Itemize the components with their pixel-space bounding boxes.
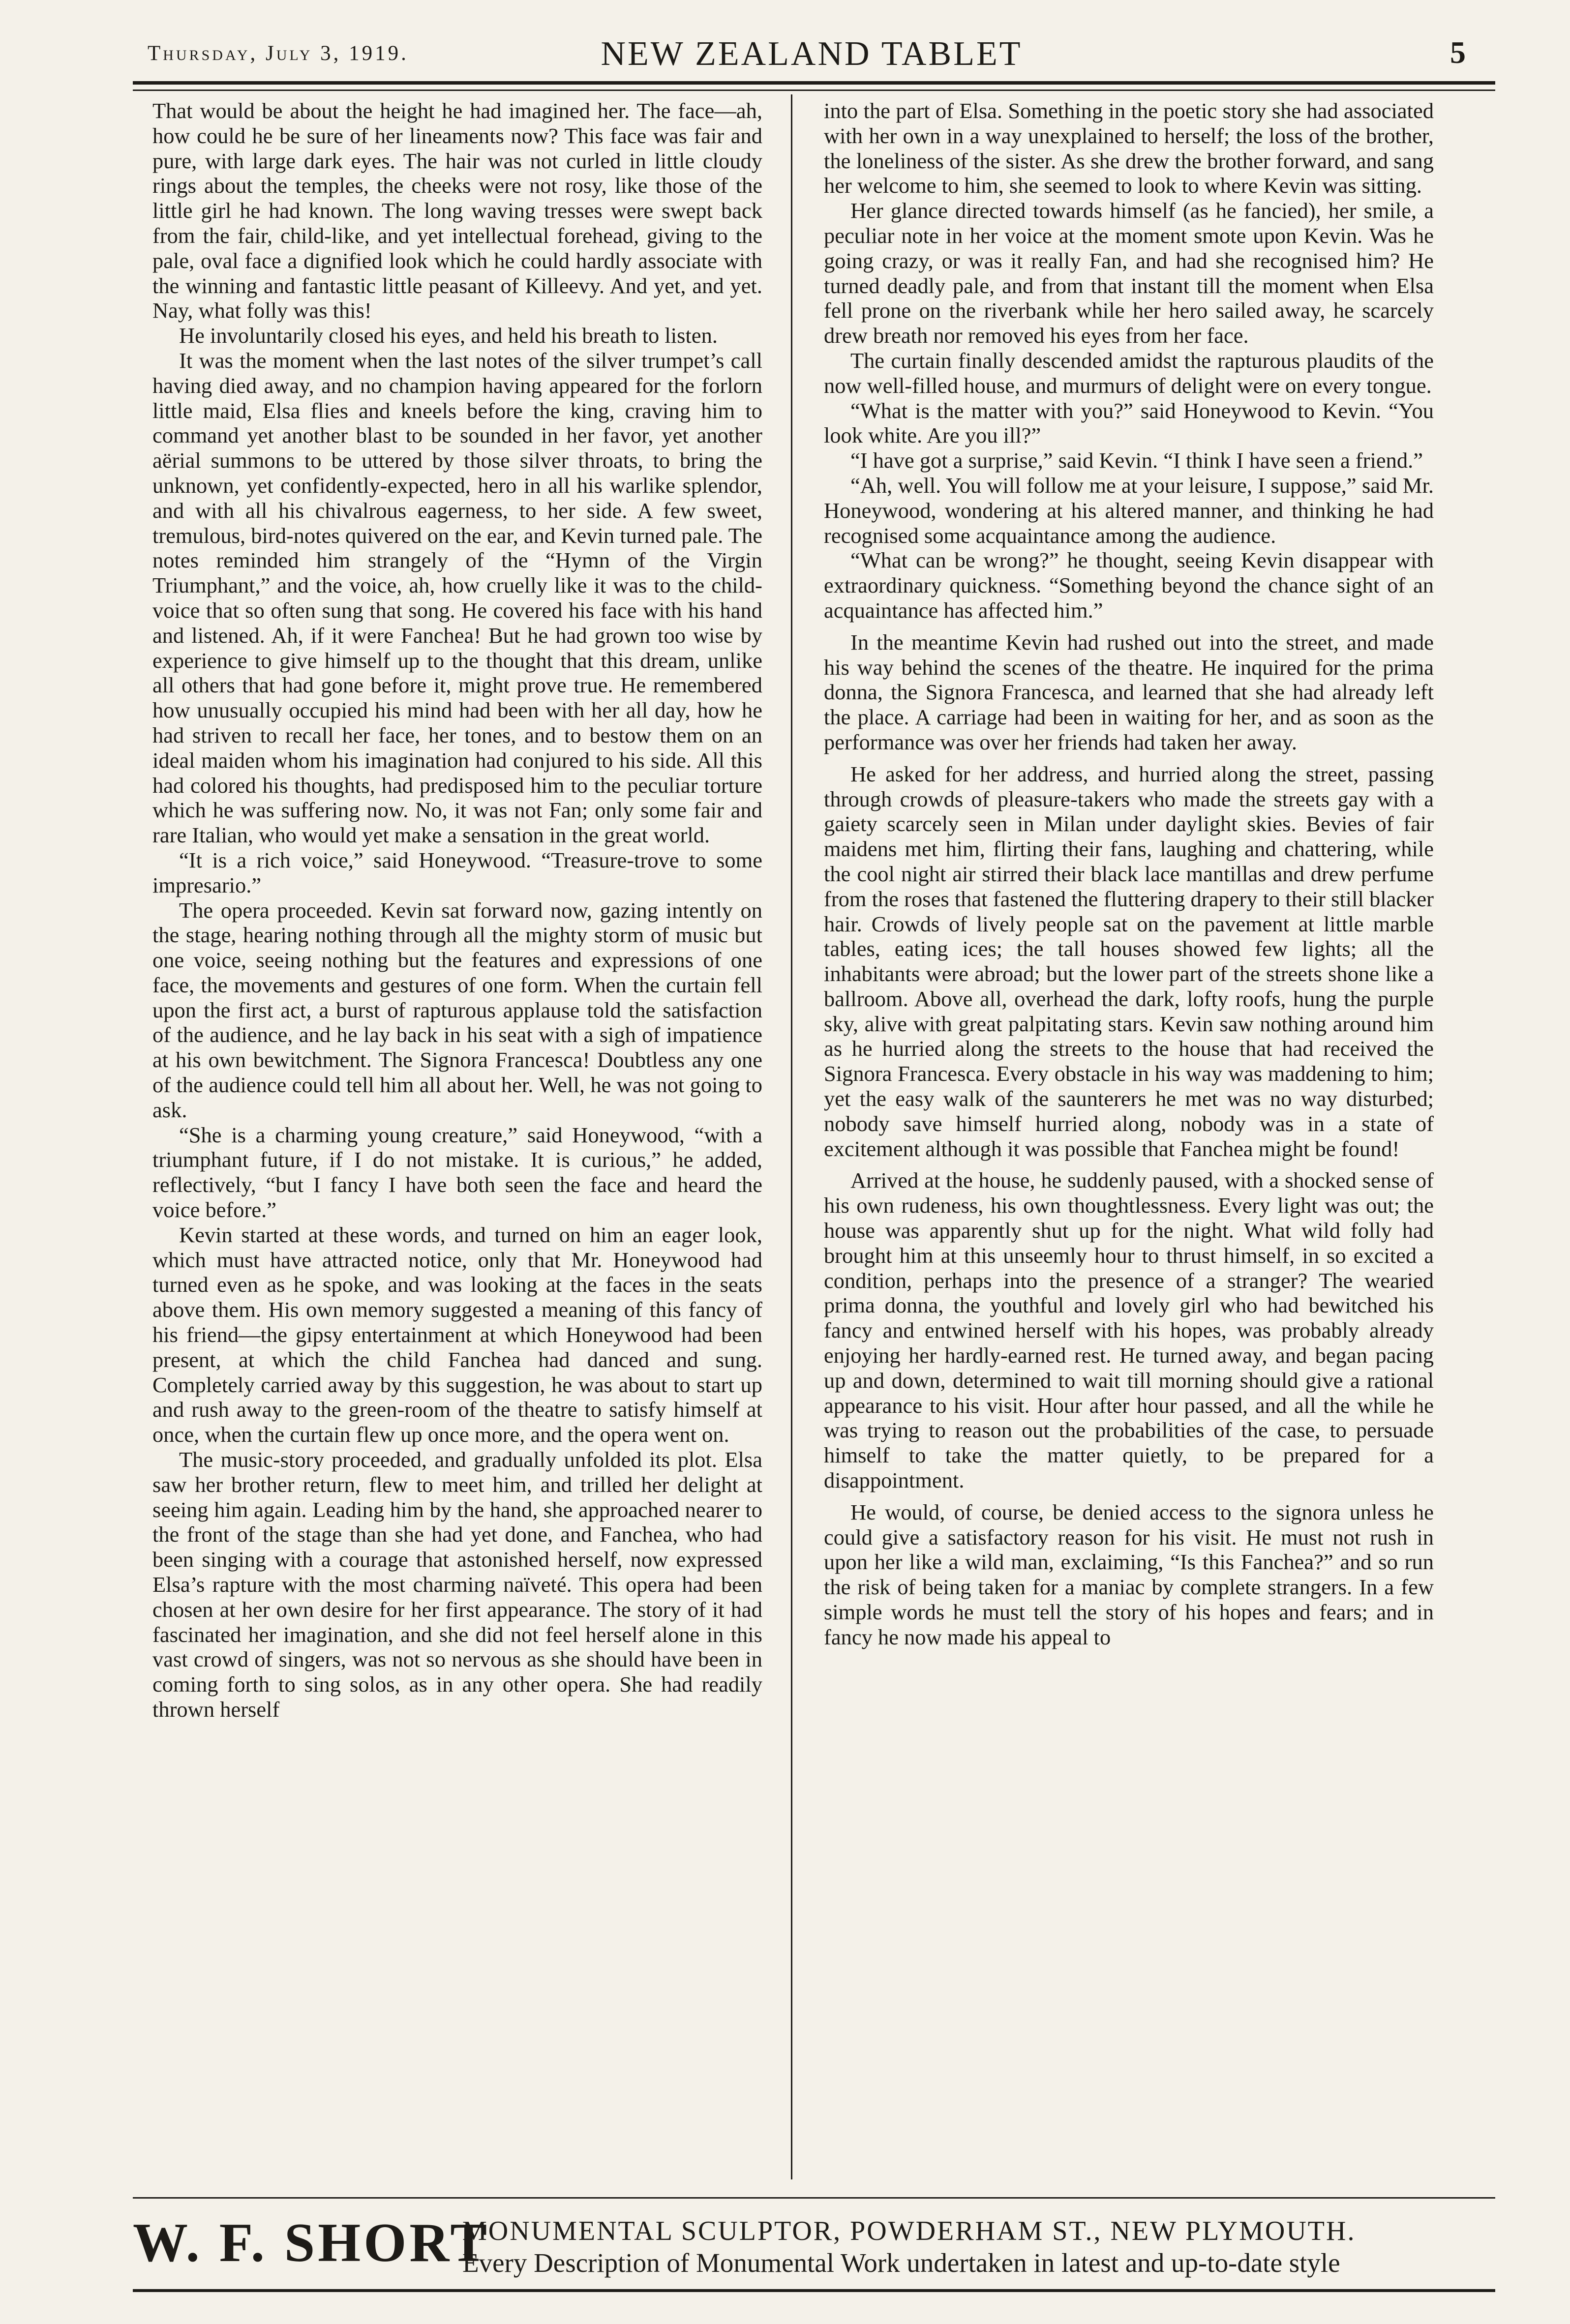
- advert-line-1: MONUMENTAL SCULPTOR, POWDERHAM ST., NEW PLYMOUTH.: [462, 2216, 1356, 2246]
- paragraph: That would be about the height he had imagined her. The face—ah, how could he be sure of her lineaments now? This face was fair and pure, with large dark eyes. The hair was not curled in little cloudy rings about the temples, the cheeks were not rosy, like those of the little girl he had known. The long waving tresses were swept back from the fair, child-like, and yet intellectual forehead, giving to the pale, oval face a dignified look which he could hardly associate with the winning and fantastic little peasant of Killeevy. And yet, and yet. Nay, what folly was this!: [152, 98, 762, 323]
- left-column: [152, 98, 762, 2171]
- paragraph: “What can be wrong?” he thought, seeing Kevin disappear with extraordinary quickness. “Something beyond the chance sight of an acquaintance has affected him.”: [824, 548, 1434, 623]
- paragraph: He involuntarily closed his eyes, and held his breath to listen.: [179, 323, 718, 348]
- paragraph: into the part of Elsa. Something in the poetic story she had associated with her own in a way unexplained to herself; the loss of the brother, the loneliness of the sister. As she drew the brother forward, and sang her welcome to him, she seemed to look to where Kevin was sitting.: [824, 98, 1434, 198]
- advertiser-name: W. F. SHORT: [133, 2212, 490, 2273]
- paragraph: Kevin started at these words, and turned on him an eager look, which must have attracted notice, only that Mr. Honeywood had turned even as he spoke, and was looking at the faces in the seats above them. His own memory suggested a meaning of this fancy of his friend—the gipsy entertainment at which Honeywood had been present, at which the child Fanchea had danced and sung. Completely carried away by this suggestion, he was about to start up and rush away to the green-room of the theatre to satisfy himself at once, when the curtain flew up once more, and the opera went on.: [152, 1222, 762, 1447]
- right-column: [824, 98, 1434, 2171]
- header-rule-thick: [133, 81, 1495, 85]
- paragraph: “It is a rich voice,” said Honeywood. “Treasure-trove to some impresario.”: [152, 847, 762, 897]
- paragraph: He would, of course, be denied access to the signora unless he could give a satisfactory reason for his visit. He must not rush in upon her like a wild man, exclaiming, “Is this Fanchea?” and so run the risk of being taken for a maniac by complete strangers. In a few simple words he must tell the story of his hopes and fears; and in fancy he now made his appeal to: [824, 1499, 1434, 1649]
- page-header: [148, 34, 1476, 74]
- paragraph: In the meantime Kevin had rushed out into the street, and made his way behind the scenes of the theatre. He inquired for the prima donna, the Signora Francesca, and learned that she had already left the place. A carriage had been in waiting for her, and as soon as the performance was over her friends had taken her away.: [824, 629, 1434, 754]
- paragraph: “I have got a surprise,” said Kevin. “I think I have seen a friend.”: [850, 448, 1423, 473]
- paragraph: “What is the matter with you?” said Honeywood to Kevin. “You look white. Are you ill?”: [824, 398, 1434, 448]
- advert-rule-bottom: [133, 2289, 1495, 2292]
- column-divider: [791, 94, 792, 2179]
- advertisement: [133, 2201, 1495, 2287]
- paragraph: The music-story proceeded, and gradually unfolded its plot. Elsa saw her brother return, flew to meet him, and trilled her delight at seeing him again. Leading him by the hand, she approached nearer to the front of the stage than she had yet done, and Fanchea, who had been singing with a courage that astonished herself, now expressed Elsa’s rapture with the most charming naïveté. This opera had been chosen at her own desire for her first appearance. The story of it had fascinated her imagination, and she did not feel herself alone in this vast crowd of singers, was not so nervous as she should have been in coming forth to sing solos, as in any other opera. She had readily thrown herself: [152, 1447, 762, 1722]
- advert-rule-top: [133, 2197, 1495, 2199]
- paragraph: “Ah, well. You will follow me at your leisure, I suppose,” said Mr. Honeywood, wondering at his altered manner, and thinking he had recognised some acquaintance among the audience.: [824, 473, 1434, 548]
- header-rule-thin: [133, 89, 1495, 91]
- page-number: 5: [1450, 35, 1466, 70]
- paragraph: It was the moment when the last notes of the silver trumpet’s call having died away, and no champion having appeared for the forlorn little maid, Elsa flies and kneels before the king, craving him to command yet another blast to be sounded in her favor, yet another aërial summons to be uttered by those silver throats, to bring the unknown, yet confidently-expected, hero in all his warlike splendor, and with all his chivalrous eagerness, to her side. A few sweet, tremulous, bird-notes quivered on the ear, and Kevin turned pale. The notes reminded him strangely of the “Hymn of the Virgin Triumphant,” and the voice, ah, how cruelly like it was to the child-voice that so often sung that song. He covered his face with his hand and listened. Ah, if it were Fanchea! But he had grown too wise by experience to give himself up to the thought that this dream, unlike all others that had gone before it, might prove true. He remembered how unusually occupied his mind had been with her all day, how he had striven to recall her face, her tones, and to bestow them on an ideal maiden whom his imagination had conjured to his side. All this had colored his thoughts, had predisposed him to the peculiar torture which he was suffering now. No, it was not Fan; only some fair and rare Italian, who would yet make a sensation in the great world.: [152, 348, 762, 848]
- paragraph: The curtain finally descended amidst the rapturous plaudits of the now well-filled house, and murmurs of delight were on every tongue.: [824, 348, 1434, 398]
- paragraph: Arrived at the house, he suddenly paused, with a shocked sense of his own rudeness, his own thoughtlessness. Every light was out; the house was apparently shut up for the night. What wild folly had brought him at this unseemly hour to thrust himself, in so excited a condition, perhaps into the presence of a stranger? The wearied prima donna, the youthful and lovely girl who had bewitched his fancy and entwined herself with his hopes, was probably already enjoying her hardly-earned rest. He turned away, and began pacing up and down, determined to wait till morning should give a rational appearance to his visit. Hour after hour passed, and all the while he was trying to reason out the probabilities of the case, to persuade himself to take the matter quietly, to be prepared for a disappointment.: [824, 1168, 1434, 1493]
- paragraph: “She is a charming young creature,” said Honeywood, “with a triumphant future, if I do not mistake. It is curious,” he added, reflectively, “but I fancy I have both seen the face and heard the voice before.”: [152, 1122, 762, 1222]
- paragraph: Her glance directed towards himself (as he fancied), her smile, a peculiar note in her voice at the moment smote upon Kevin. Was he going crazy, or was it really Fan, and had she recognised him? He turned deadly pale, and from that instant till the moment when Elsa fell prone on the riverbank while her hero sailed away, he scarcely drew breath nor removed his eyes from her face.: [824, 198, 1434, 348]
- newspaper-title: NEW ZEALAND TABLET: [601, 35, 1023, 73]
- advert-line-2: Every Description of Monumental Work undertaken in latest and up-to-date style: [462, 2248, 1340, 2278]
- paragraph: He asked for her address, and hurried along the street, passing through crowds of pleasure-takers who made the streets gay with a gaiety scarcely seen in Milan under daylight skies. Bevies of fair maidens met him, flirting their fans, laughing and chattering, while the cool night air stirred their black lace mantillas and drew perfume from the roses that fastened the fluttering drapery to their still blacker hair. Crowds of lively people sat on the pavement at little marble tables, eating ices; the tall houses showed few lights; all the inhabitants were abroad; but the lower part of the streets shone like a ballroom. Above all, overhead the dark, lofty roofs, hung the purple sky, alive with great palpitating stars. Kevin saw nothing around him as he hurried along the streets to the house that had received the Signora Francesca. Every obstacle in his way was maddening to him; yet the easy walk of the saunterers he met was no way disturbed; nobody save himself hurried along, nobody was in a state of excitement although it was possible that Fanchea might be found!: [824, 761, 1434, 1161]
- paragraph: The opera proceeded. Kevin sat forward now, gazing intently on the stage, hearing nothing through all the mighty storm of music but one voice, seeing nothing but the features and expressions of one face, the movements and gestures of one form. When the curtain fell upon the first act, a burst of rapturous applause told the satisfaction of the audience, and he lay back in his seat with a sigh of impatience at his own bewitchment. The Signora Francesca! Doubtless any one of the audience could tell him all about her. Well, he was not going to ask.: [152, 897, 762, 1122]
- issue-date: Thursday, July 3, 1919.: [148, 42, 409, 65]
